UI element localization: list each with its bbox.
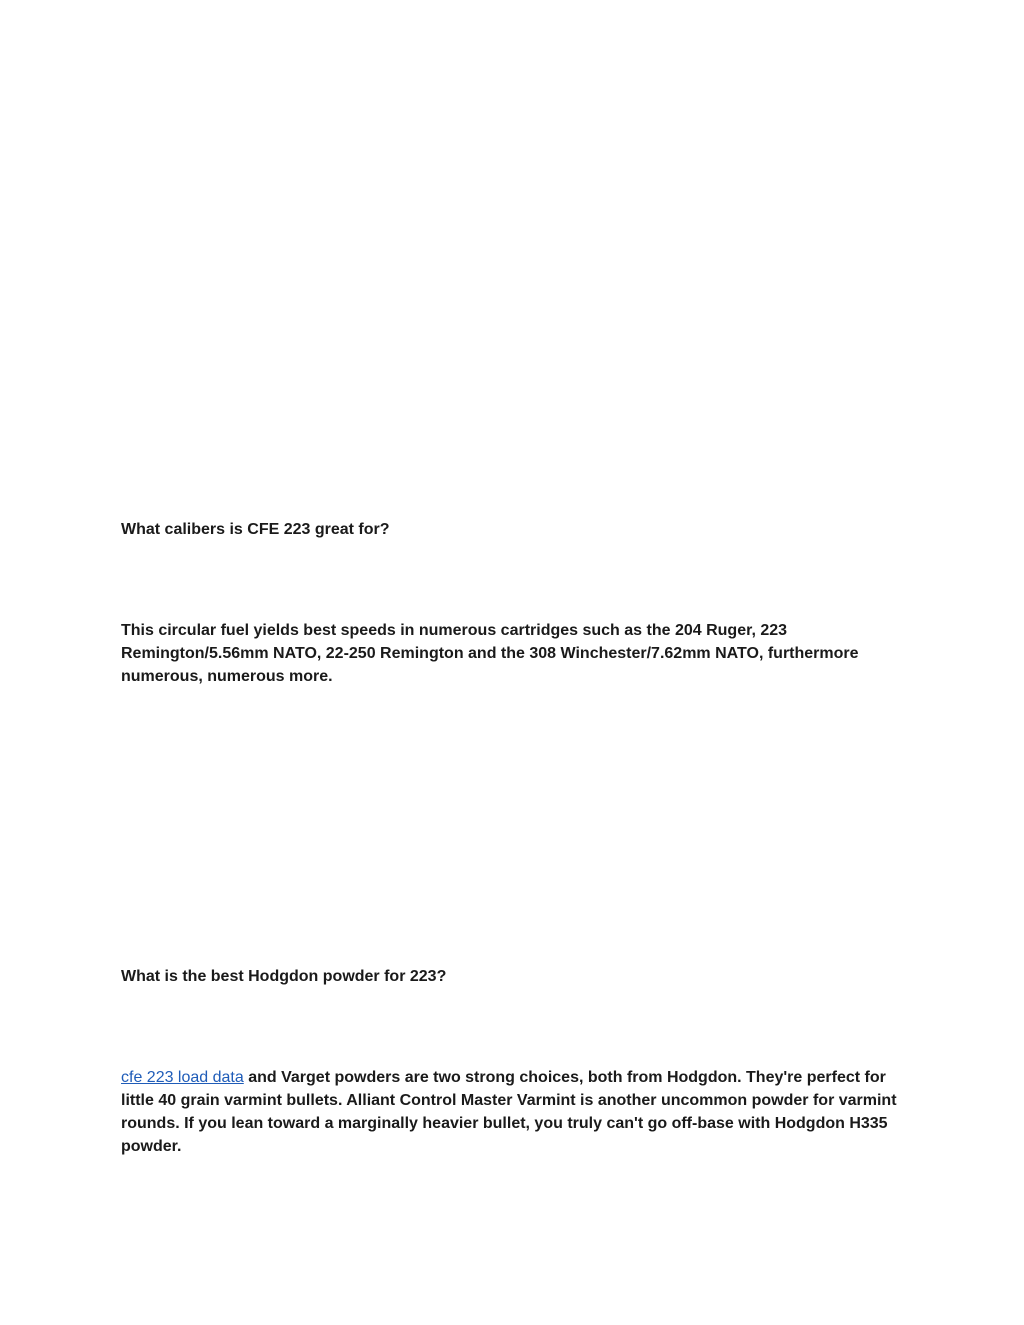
answer-paragraph-best-powder [121, 1066, 911, 1158]
load-data-link[interactable]: cfe 223 load data [121, 1069, 244, 1086]
answer-paragraph-calibers: This circular fuel yields best speeds in numerous cartridges such as the 204 Ruger, 223 Remington/5.56mm NATO, 22-250 Remington and the 308 Winchester/7.62mm NATO, furthermore numerous, numerous more. [121, 622, 859, 685]
question-heading-best-powder: What is the best Hodgdon powder for 223? [121, 968, 447, 985]
answer-paragraph-text: and Varget powders are two strong choices, both from Hodgdon. They're perfect for little 40 grain varmint bullets. Alliant Control Master Varmint is another uncommon powder for varmint rounds. If you lean toward a marginally heavier bullet, you truly can't go off-base with Hodgdon H335 powder. [121, 1069, 897, 1155]
question-heading-calibers: What calibers is CFE 223 great for? [121, 521, 390, 538]
